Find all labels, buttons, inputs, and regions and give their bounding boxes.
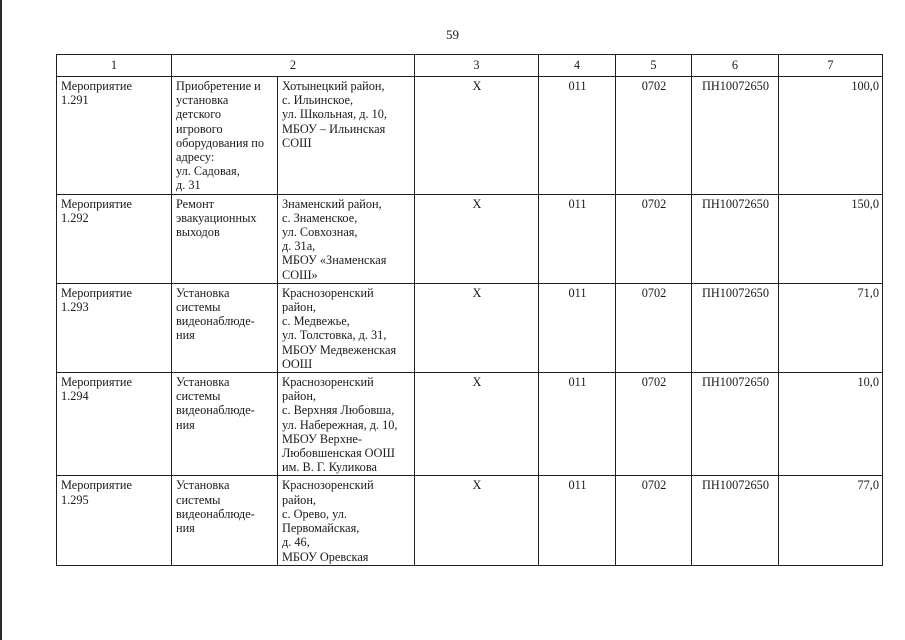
event-cell [57, 476, 172, 565]
table-header-row [57, 55, 883, 77]
amount-cell: 150,0 [779, 194, 883, 283]
event-label: Мероприятие [61, 375, 132, 390]
description-line: Установка [176, 285, 230, 300]
col4-cell: 011 [539, 194, 616, 283]
budget-table [56, 54, 883, 566]
col6-cell: ПН10072650 [692, 373, 779, 476]
location-cell [278, 373, 415, 476]
event-label: Мероприятие [61, 478, 132, 493]
location-line: район, [282, 389, 316, 404]
col4-cell: 011 [539, 283, 616, 372]
col5-cell: 0702 [616, 77, 692, 195]
header-cell-6: 6 [692, 55, 779, 77]
table-row [57, 373, 883, 476]
location-line: с. Медвежье, [282, 314, 350, 329]
col3-cell: Х [415, 77, 539, 195]
description-line: д. 31 [176, 178, 201, 193]
header-cell-1: 1 [57, 55, 172, 77]
description-line: ния [176, 521, 195, 536]
description-line: системы [176, 492, 221, 507]
description-line: игрового [176, 121, 223, 136]
amount-cell: 71,0 [779, 283, 883, 372]
header-cell-3: 3 [415, 55, 539, 77]
location-line: Краснозоренский [282, 375, 374, 390]
col4-cell: 011 [539, 77, 616, 195]
event-label: Мероприятие [61, 196, 132, 211]
event-cell [57, 373, 172, 476]
location-line: с. Знаменское, [282, 210, 358, 225]
location-line: МБОУ Медвеженская [282, 342, 397, 357]
location-line: СОШ [282, 135, 312, 150]
location-cell [278, 476, 415, 565]
event-number: 1.294 [61, 389, 89, 404]
description-line: Установка [176, 478, 230, 493]
header-cell-7: 7 [779, 55, 883, 77]
event-cell [57, 77, 172, 195]
event-label: Мероприятие [61, 285, 132, 300]
col5-cell: 0702 [616, 373, 692, 476]
location-line: Знаменский район, [282, 196, 382, 211]
event-number: 1.293 [61, 300, 89, 315]
location-line: Первомайская, [282, 521, 360, 536]
description-line: Ремонт [176, 196, 215, 211]
description-cell [172, 77, 278, 195]
description-line: ния [176, 328, 195, 343]
description-cell [172, 373, 278, 476]
col3-cell: Х [415, 373, 539, 476]
description-line: Установка [176, 375, 230, 390]
description-line: видеонаблюде- [176, 403, 255, 418]
col4-cell: 011 [539, 476, 616, 565]
description-cell [172, 476, 278, 565]
table-row [57, 194, 883, 283]
page-number: 59 [446, 27, 459, 42]
description-line: Приобретение и [176, 79, 261, 93]
col6-cell: ПН10072650 [692, 476, 779, 565]
table-row [57, 77, 883, 195]
description-line: видеонаблюде- [176, 506, 255, 521]
event-number: 1.291 [61, 93, 89, 108]
description-line: системы [176, 389, 221, 404]
col6-cell: ПН10072650 [692, 283, 779, 372]
col6-cell: ПН10072650 [692, 194, 779, 283]
location-line: МБОУ «Знаменская [282, 253, 387, 268]
description-cell [172, 194, 278, 283]
header-cell-4: 4 [539, 55, 616, 77]
description-line: адресу: [176, 150, 215, 165]
location-line: Краснозоренский [282, 285, 374, 300]
description-cell [172, 283, 278, 372]
location-line: Любовшенская ООШ [282, 446, 395, 461]
description-line: выходов [176, 225, 220, 240]
location-line: СОШ» [282, 267, 318, 282]
col5-cell: 0702 [616, 194, 692, 283]
location-line: д. 46, [282, 535, 310, 550]
col3-cell: Х [415, 194, 539, 283]
col5-cell: 0702 [616, 283, 692, 372]
location-line: район, [282, 492, 316, 507]
table-row [57, 283, 883, 372]
header-cell-2: 2 [172, 55, 415, 77]
location-line: район, [282, 300, 316, 315]
col6-cell: ПН10072650 [692, 77, 779, 195]
description-line: оборудования по [176, 135, 265, 150]
location-line: Краснозоренский [282, 478, 374, 493]
location-line: с. Орево, ул. [282, 506, 347, 521]
location-line: им. В. Г. Куликова [282, 460, 377, 475]
description-line: установка [176, 93, 229, 108]
amount-cell: 100,0 [779, 77, 883, 195]
event-cell [57, 194, 172, 283]
location-line: Хотынецкий район, [282, 79, 385, 93]
description-line: ул. Садовая, [176, 164, 240, 179]
location-line: с. Ильинское, [282, 93, 354, 108]
amount-cell: 10,0 [779, 373, 883, 476]
event-number: 1.292 [61, 210, 89, 225]
location-cell [278, 283, 415, 372]
col4-cell: 011 [539, 373, 616, 476]
col3-cell: Х [415, 476, 539, 565]
event-label: Мероприятие [61, 79, 132, 93]
description-line: детского [176, 107, 222, 122]
description-line: видеонаблюде- [176, 314, 255, 329]
table-row [57, 476, 883, 565]
location-line: МБОУ Верхне- [282, 431, 362, 446]
location-line: МБОУ Оревская [282, 549, 369, 564]
description-line: системы [176, 300, 221, 315]
location-line: д. 31а, [282, 239, 316, 254]
location-line: ООШ [282, 356, 313, 371]
location-cell [278, 77, 415, 195]
header-cell-5: 5 [616, 55, 692, 77]
col3-cell: Х [415, 283, 539, 372]
description-line: ния [176, 417, 195, 432]
event-cell [57, 283, 172, 372]
event-number: 1.295 [61, 492, 89, 507]
location-line: с. Верхняя Любовша, [282, 403, 395, 418]
location-line: ул. Толстовка, д. 31, [282, 328, 387, 343]
description-line: эвакуационных [176, 210, 257, 225]
location-cell [278, 194, 415, 283]
location-line: ул. Набережная, д. 10, [282, 417, 398, 432]
location-line: МБОУ – Ильинская [282, 121, 386, 136]
amount-cell: 77,0 [779, 476, 883, 565]
location-line: ул. Совхозная, [282, 225, 358, 240]
location-line: ул. Школьная, д. 10, [282, 107, 387, 122]
scan-edge-line [0, 0, 2, 640]
col5-cell: 0702 [616, 476, 692, 565]
